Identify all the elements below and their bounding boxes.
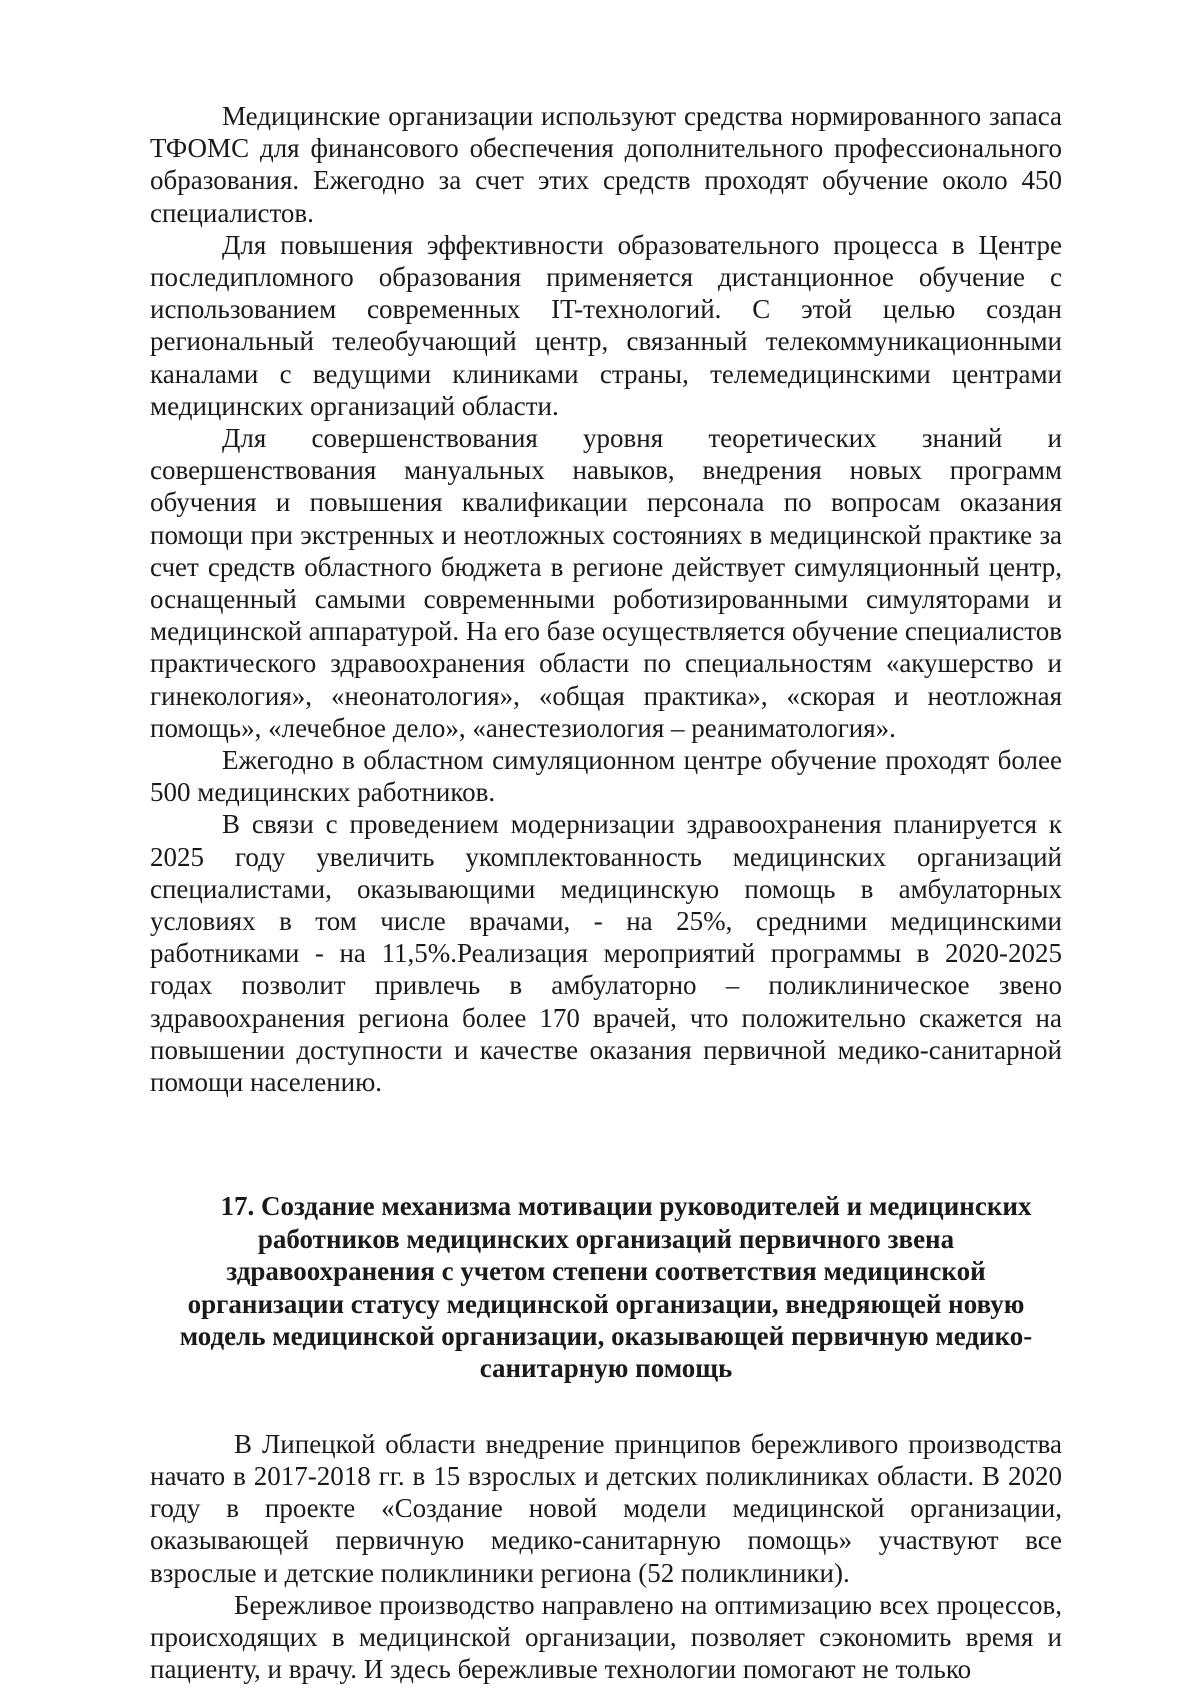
document-body: [150, 100, 1062, 1685]
spacer: [150, 1385, 1062, 1428]
paragraph-lean-production-goals: Бережливое производство направлено на оптимизацию всех процессов, происходящих в медицинской организации, позволяет сэкономить время и пациенту, и врачу. И здесь бережливые технологии помогают не только: [150, 1589, 1062, 1685]
section-body: [150, 1428, 1062, 1686]
paragraph-lean-production-intro: В Липецкой области внедрение принципов бережливого производства начато в 2017-2018 гг. в 15 взрослых и детских поликлиниках области. В 2020 году в проекте «Создание новой модели медицинской организации, оказывающей первичную медико-санитарную помощь» участвуют все взрослые и детские поликлиники региона (52 поликлиники).: [150, 1428, 1062, 1588]
spacer: [150, 1098, 1062, 1190]
paragraph-simulation-center: Для совершенствования уровня теоретических знаний и совершенствования мануальных навыков, внедрения новых программ обучения и повышения квалификации персонала по вопросам оказания помощи при экстренных и неотложных состояниях в медицинской практике за счет средств областного бюджета в регионе действует симуляционный центр, оснащенный самыми современными роботизированными симуляторами и медицинской аппаратурой. На его базе осуществляется обучение специалистов практического здравоохранения области по специальностям «акушерство и гинекология», «неонатология», «общая практика», «скорая и неотложная помощь», «лечебное дело», «анестезиология – реаниматология».: [150, 423, 1062, 743]
paragraph-tfoms-funding: Медицинские организации используют средства нормированного запаса ТФОМС для финансового обеспечения дополнительного профессионального образования. Ежегодно за счет этих средств проходят обучение около 450 специалистов.: [150, 101, 1062, 228]
paragraph-annual-training: Ежегодно в областном симуляционном центре обучение проходят более 500 медицинских работников.: [150, 745, 1062, 808]
section-heading: 17. Создание механизма мотивации руководителей и медицинских работников медицинских организаций первичного звена здравоохранения с учетом степени соответствия медицинской организации статусу медицинской организации, внедряющей новую модель медицинской организации, оказывающей первичную медико-санитарную помощь: [179, 1191, 1033, 1384]
paragraph-modernization: В связи с проведением модернизации здравоохранения планируется к 2025 году увеличить укомплектованность медицинских организаций специалистами, оказывающими медицинскую помощь в амбулаторных условиях в том числе врачами, - на 25%, средними медицинскими работниками - на 11,5%.Реализация мероприятий программы в 2020-2025 годах позволит привлечь в амбулаторно – поликлиническое звено здравоохранения региона более 170 врачей, что положительно скажется на повышении доступности и качестве оказания первичной медико-санитарной помощи населению.: [150, 809, 1062, 1098]
paragraph-distance-learning: Для повышения эффективности образовательного процесса в Центре последипломного образования применяется дистанционное обучение с использованием современных IT-технологий. С этой целью создан региональный телеобучающий центр, связанный телекоммуникационными каналами с ведущими клиниками страны, телемедицинскими центрами медицинских организаций области.: [150, 229, 1062, 421]
